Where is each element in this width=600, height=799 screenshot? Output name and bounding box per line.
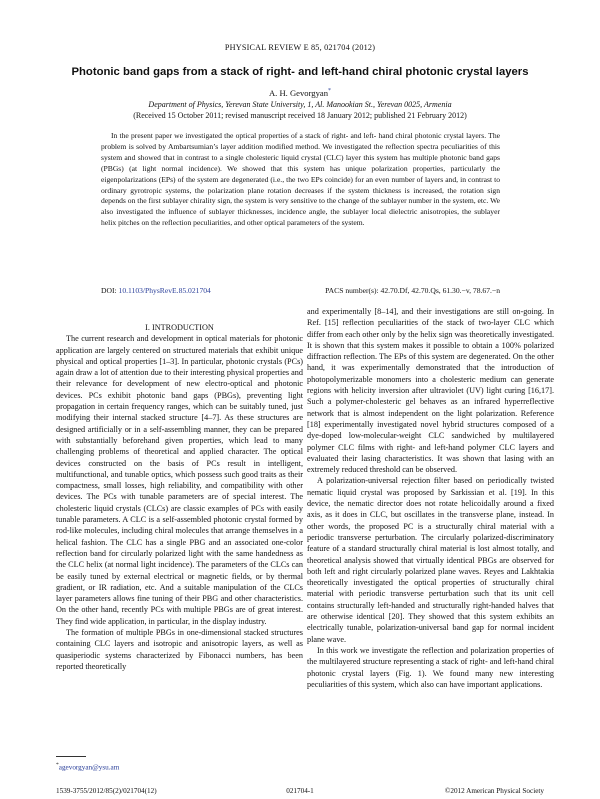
- doi-label: DOI:: [101, 286, 117, 295]
- footnote-rule: [56, 756, 86, 757]
- paper-title: Photonic band gaps from a stack of right- and left-hand chiral photonic crystal layers: [71, 66, 529, 78]
- pacs-numbers: PACS number(s): 42.70.Df, 42.70.Qs, 61.30.−v, 78.67.−n: [325, 286, 500, 295]
- footer-copyright: ©2012 American Physical Society: [444, 787, 544, 795]
- footnote: [56, 762, 119, 771]
- author-line: [0, 88, 600, 98]
- footnote-mark: *: [56, 762, 59, 768]
- intro-paragraph-2: The formation of multiple PBGs in one-dimensional stacked structures containing CLC layers and isotropic and anisotropic layers, as well as quasiperiodic systems characterized by Fibonacci numbers, has been reported theoretically: [56, 628, 303, 671]
- intro-paragraph-3: and experimentally [8–14], and their investigations are still on-going. In Ref. [15] reflection peculiarities of the stack of two-layer CLC which differ from each other only by the helix sign was theoretically investigated. It is shown that this system makes it possible to obtain a 100% polarized diffraction reflection. The EPs of this system are degenerated. On the other hand, it was experimentally demonstrated that the introduction of photopolymerizable monomers into a cholesteric medium can generate regions with helicity inversion after ultraviolet (UV) light curing [16,17]. Such a polymer-cholesteric gel behaves as an infrared hyperreflective network that is almost independent on the light polarization. Reference [18] experimentally investigated novel hybrid structures composed of a dye-doped low-molecular-weight CLC sandwiched by multilayered polymer CLC films with right- and left-hand polymer CLC layers and evaluated their lasing characteristics. It was shown that lasing with an extremely reduced threshold can be observed.: [307, 307, 554, 475]
- running-head: PHYSICAL REVIEW E 85, 021704 (2012): [224, 43, 376, 52]
- affiliation: Department of Physics, Yerevan State University, 1, Al. Manookian St., Yerevan 0025, Armenia: [148, 100, 452, 109]
- footer-issn: 1539-3755/2012/85(2)/021704(12): [56, 787, 157, 795]
- doi-pacs-line: [101, 286, 500, 295]
- abstract-text: In the present paper we investigated the optical properties of a stack of right- and left- hand chiral photonic crystal layers. The problem is solved by Ambartsumian’s layer addition modified method. We investigated the reflection spectra peculiarities of this system and showed that in contrast to a single cholesteric liquid crystal (CLC) layer this system has multiple photonic band gaps (PBGs) (at light normal incidence). We showed that this system has unique polarization properties, particularly the eigenpolarizations (EPs) of the system are degenerated (i.e., the two EPs coincide) for an even number of layers and, in contrast to ordinary gyrotropic systems, the polarization plane rotation decreases if the system thickness is increased, the rotation sign depends on the first sublayer chirality sign, the system is very sensitive to the change of the sublayer number in the system, etc. We also investigated the influence of sublayer thicknesses, incidence angle, the sublayer local dielectric anisotropies, the sublayer helix pitches on the reflection peculiarities, and other optical parameters of the system.: [101, 131, 500, 228]
- section-heading-introduction: I. INTRODUCTION: [145, 323, 214, 332]
- author-email[interactable]: agevorgyan@ysu.am: [58, 763, 120, 772]
- received-dates: (Received 15 October 2011; revised manuscript received 18 January 2012; published 21 February 2012): [133, 111, 467, 120]
- right-column: [307, 306, 554, 690]
- abstract: [101, 131, 500, 229]
- author-footnote-mark[interactable]: *: [328, 88, 332, 95]
- doi-link[interactable]: 10.1103/PhysRevE.85.021704: [118, 286, 211, 295]
- author-name: A. H. Gevorgyan: [268, 88, 329, 98]
- intro-paragraph-5: In this work we investigate the reflection and polarization properties of the multilayered structure representing a stack of right- and left-hand chiral photonic crystal layers (Fig. 1). We found many new interesting peculiarities of this system, which also can have important applications.: [307, 645, 554, 689]
- footer-page-number: 021704-1: [286, 787, 314, 795]
- intro-paragraph-4: A polarization-universal rejection filter based on periodically twisted nematic liquid crystal was proposed by Sarkissian et al. [19]. In this device, the nematic director does not rotate helicoidally around a fixed axis, as it does in CLC, but oscillates in the transverse plane, instead. In other words, the proposed PC is a structurally chiral material with a periodic transverse perturbation. The circularly polarized-discriminatory feature of a standard structurally chiral material is lost almost totally, and theoretical analysis showed that virtually identical PBGs are observed for both left and right circularly polarized plane waves. Reyes and Lakhtakia theoretically investigated the optical properties of structurally chiral material with periodic transverse perturbation such that its unit cell contains structurally left-handed and structurally right-handed halves that are otherwise identical [20]. They showed that this system exhibits an electrically tunable, polarization-universal band gap for normal incident plane wave.: [307, 476, 554, 644]
- intro-paragraph-1: The current research and development in optical materials for photonic application are largely centered on structured materials that exhibit unique physical and optical properties [1–3]. In particular, photonic crystals (PCs) again draw a lot of attention due to their interesting physical properties and their relevance for development of new electro-optical and photonic devices. PCs exhibit photonic band gaps (PBGs), preventing light propagation in certain frequency ranges, which can be suitably tuned, just modifying their internal stacked structure [4–7]. As these structures are designed artificially or in a self-assembling manner, they can be prepared with substantially beforehand given properties, which lead to many challenging problems of theoretical and applied character. The optical devices constructed on the basis of PCs result in intelligent, multifunctional, and tunable optics, which possess such good traits as their compactness, small losses, high reliability, and compatibility with other devices. The PCs with tunable parameters are of special interest. The cholesteric liquid crystals (CLCs) are classic examples of PCs with easily tunable parameters. A CLC is a self-assembled photonic crystal formed by rod-like molecules, including chiral molecules that arrange themselves in a helical fashion. The CLC has a single PBG and an associated one-color reflection band for circularly polarized light with the same handedness as the CLC helix (at normal light incidence). The parameters of the CLCs can be easily tuned by external electrical or magnetic fields, or by thermal gradient, or IR radiation, etc. And a suitable manipulation of the CLCs layer parameters allows fine tuning of their PBG and other characteristics. On the other hand, recently PCs with multiple PBGs are of great interest. They find wide application, in particular, in the display industry.: [56, 334, 303, 626]
- left-column: [56, 322, 303, 672]
